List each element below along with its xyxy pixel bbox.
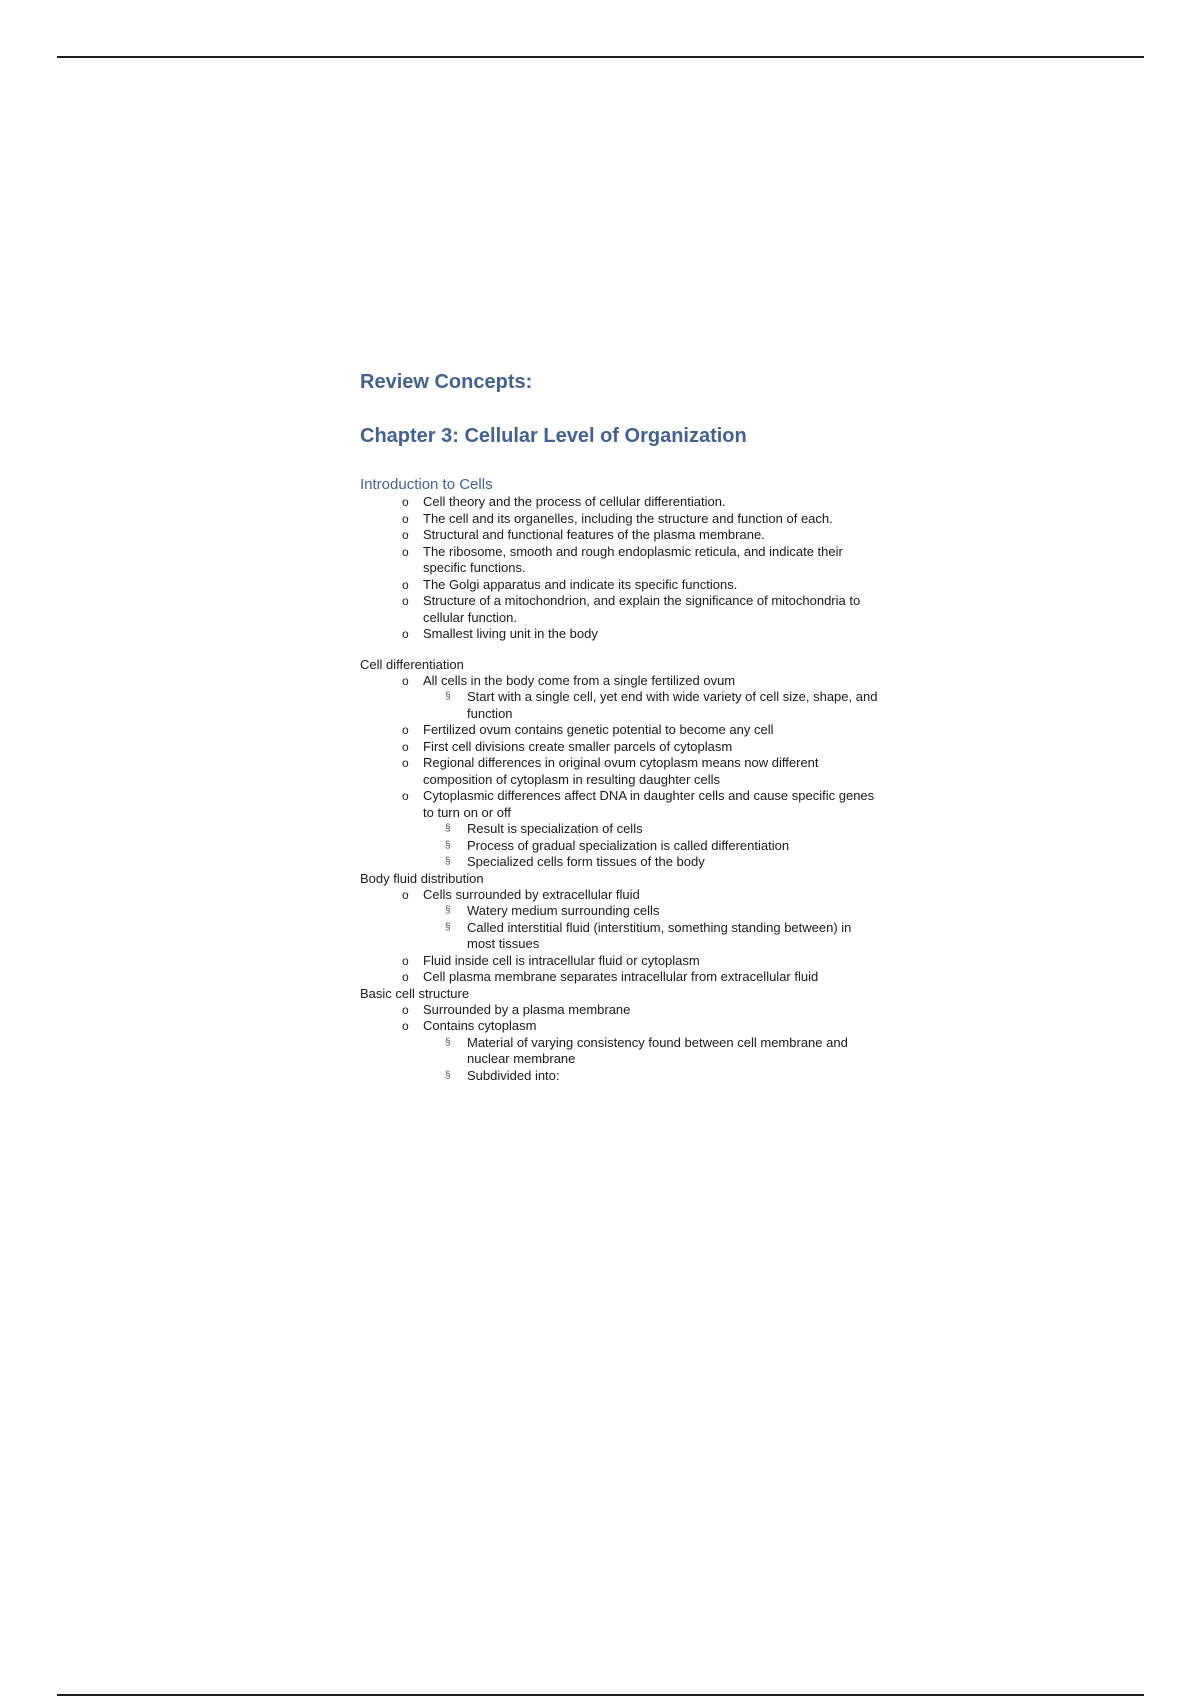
sub-list-item: [423, 689, 880, 722]
chapter-title: Chapter 3: Cellular Level of Organization: [360, 425, 747, 447]
bullet-list: [360, 1002, 880, 1085]
circle-bullet-icon: o: [402, 970, 409, 984]
list-item: [360, 722, 880, 739]
list-item-text: Cell theory and the process of cellular differentiation.: [423, 494, 726, 509]
bullet-list: [360, 494, 880, 643]
list-item: [360, 544, 880, 577]
list-item-text: Smallest living unit in the body: [423, 626, 598, 641]
sub-list-item-text: Material of varying consistency found between cell membrane and nuclear membrane: [467, 1034, 848, 1066]
list-item-text: Regional differences in original ovum cytoplasm means now different composition of cytoplasm in resulting daughter cells: [423, 755, 819, 787]
section-bullet-icon: §: [445, 921, 451, 933]
list-item: [360, 1002, 880, 1019]
list-item-text: Contains cytoplasm: [423, 1018, 537, 1033]
list-item: [360, 593, 880, 626]
circle-bullet-icon: o: [402, 739, 409, 754]
list-item-text: Cell plasma membrane separates intracellular from extracellular fluid: [423, 969, 819, 984]
document-body: [360, 368, 880, 1084]
section-bullet-icon: §: [445, 823, 451, 834]
list-item: [360, 494, 880, 511]
circle-bullet-icon: o: [402, 627, 409, 641]
circle-bullet-icon: o: [402, 594, 409, 608]
circle-bullet-icon: o: [402, 723, 409, 737]
sub-list-item: [423, 903, 880, 920]
section-bullet-icon: §: [445, 691, 451, 702]
sub-list-item: [423, 1068, 880, 1085]
sub-bullet-list: [423, 689, 880, 722]
list-item: [360, 673, 880, 723]
list-item-text: Structural and functional features of the plasma membrane.: [423, 527, 765, 542]
circle-bullet-icon: o: [402, 756, 409, 770]
list-item-text: The cell and its organelles, including the structure and function of each.: [423, 510, 833, 526]
sub-bullet-list: [423, 821, 880, 871]
circle-bullet-icon: o: [402, 577, 409, 592]
list-item: [360, 1018, 880, 1084]
section-bullet-icon: §: [445, 856, 451, 867]
sub-bullet-list: [423, 1035, 880, 1085]
circle-bullet-icon: o: [402, 1019, 409, 1033]
list-item-text: Cytoplasmic differences affect DNA in daughter cells and cause specific genes to turn on or off: [423, 788, 875, 820]
circle-bullet-icon: o: [402, 789, 409, 803]
circle-bullet-icon: o: [402, 1002, 409, 1017]
circle-bullet-icon: o: [402, 673, 409, 688]
list-item: [360, 527, 880, 544]
section-bullet-icon: §: [445, 1036, 451, 1048]
list-item-text: The Golgi apparatus and indicate its specific functions.: [423, 576, 738, 592]
sub-list-item-text: Watery medium surrounding cells: [467, 903, 660, 918]
sub-list-item: [423, 920, 880, 953]
list-item-text: Surrounded by a plasma membrane: [423, 1001, 631, 1017]
circle-bullet-icon: o: [402, 887, 409, 902]
sections-container: [360, 476, 880, 1084]
section-heading: Basic cell structure: [360, 985, 470, 1001]
circle-bullet-icon: o: [402, 495, 409, 509]
sub-list-item-text: Called interstitial fluid (interstitium, something standing between) in most tissues: [467, 919, 852, 951]
sub-list-item-text: Start with a single cell, yet end with wide variety of cell size, shape, and function: [467, 689, 878, 721]
list-item-text: First cell divisions create smaller parcels of cytoplasm: [423, 738, 733, 754]
bottom-rule: [57, 1694, 1144, 1696]
circle-bullet-icon: o: [402, 953, 409, 968]
top-rule: [57, 56, 1144, 58]
review-title: Review Concepts:: [360, 371, 533, 393]
list-item: [360, 577, 880, 594]
list-item-text: All cells in the body come from a single fertilized ovum: [423, 672, 736, 688]
circle-bullet-icon: o: [402, 528, 409, 542]
list-item: [360, 511, 880, 528]
section-heading: Body fluid distribution: [360, 870, 484, 886]
list-item-text: The ribosome, smooth and rough endoplasmic reticula, and indicate their specific functions.: [423, 543, 843, 575]
sub-list-item: [423, 838, 880, 855]
list-item: [360, 626, 880, 643]
sub-list-item: [423, 1035, 880, 1068]
circle-bullet-icon: o: [402, 511, 409, 526]
bullet-list: [360, 887, 880, 986]
list-item: [360, 755, 880, 788]
list-item: [360, 788, 880, 871]
list-item-text: Structure of a mitochondrion, and explain the significance of mitochondria to cellular function.: [423, 593, 861, 625]
sub-list-item-text: Specialized cells form tissues of the body: [467, 854, 705, 869]
section-bullet-icon: §: [445, 905, 451, 916]
list-item: [360, 953, 880, 970]
section-bullet-icon: §: [445, 839, 451, 851]
list-item: [360, 969, 880, 986]
sub-bullet-list: [423, 903, 880, 953]
list-item: [360, 739, 880, 756]
sub-list-item-text: Result is specialization of cells: [467, 821, 643, 836]
section-bullet-icon: §: [445, 1069, 451, 1081]
section-heading: Cell differentiation: [360, 656, 464, 672]
list-item: [360, 887, 880, 953]
list-item-text: Fluid inside cell is intracellular fluid or cytoplasm: [423, 952, 700, 968]
list-item-text: Cells surrounded by extracellular fluid: [423, 886, 640, 902]
list-item-text: Fertilized ovum contains genetic potential to become any cell: [423, 722, 774, 737]
sub-list-item-text: Process of gradual specialization is called differentiation: [467, 837, 790, 853]
sub-list-item: [423, 854, 880, 871]
bullet-list: [360, 673, 880, 871]
sub-list-item-text: Subdivided into:: [467, 1067, 560, 1083]
section-heading: Introduction to Cells: [360, 476, 493, 493]
circle-bullet-icon: o: [402, 544, 409, 559]
sub-list-item: [423, 821, 880, 838]
